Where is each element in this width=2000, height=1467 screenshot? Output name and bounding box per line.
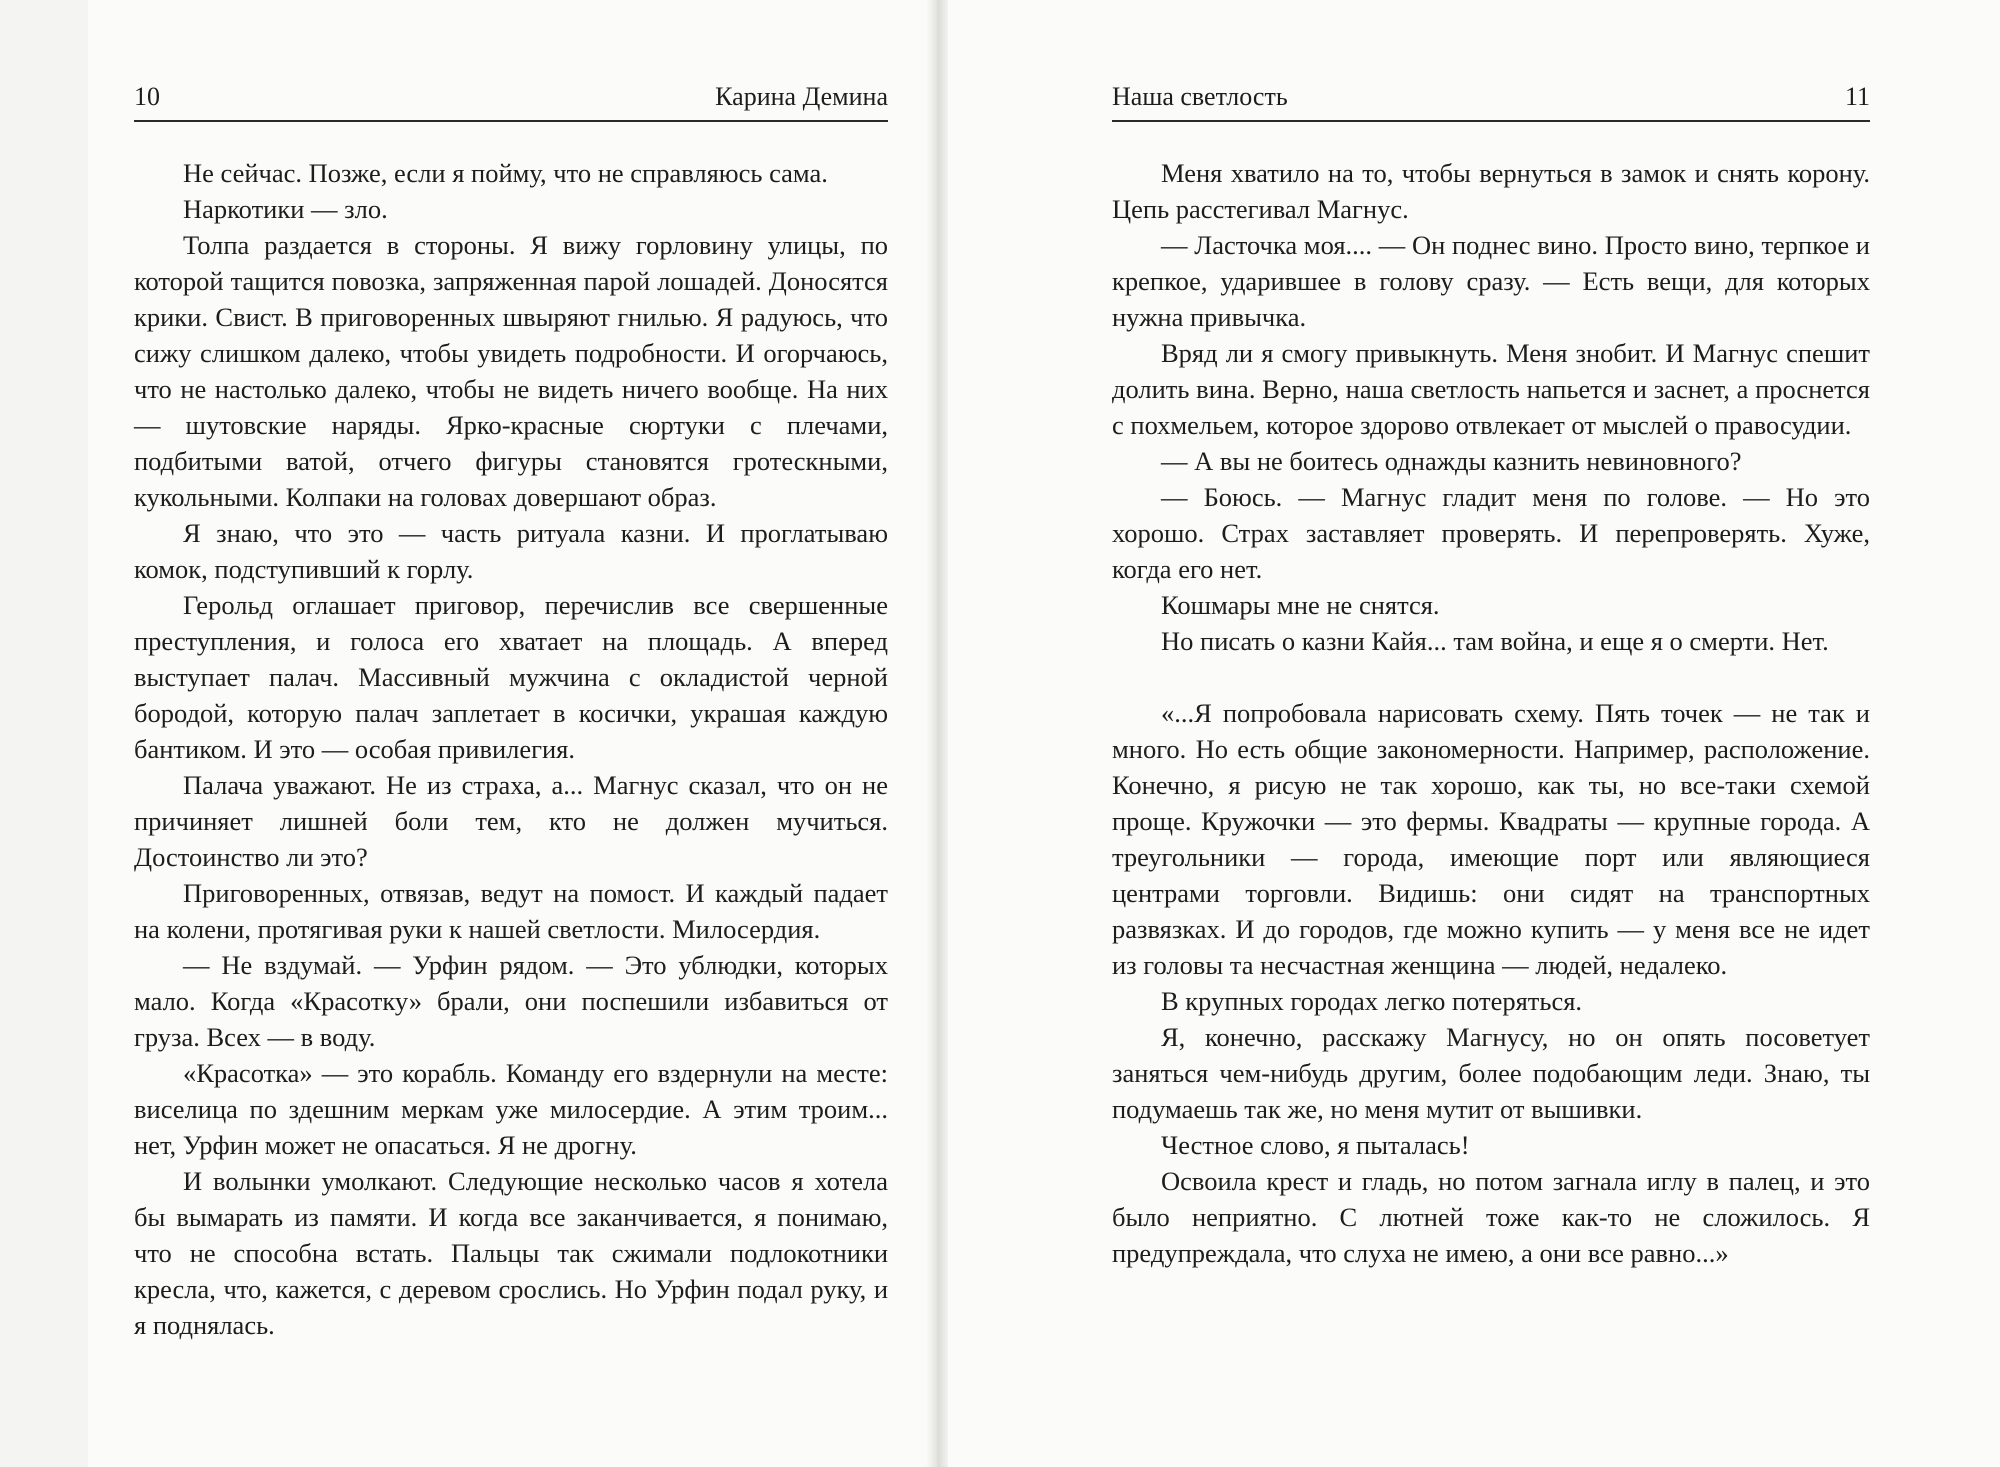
paragraph: Приговоренных, отвязав, ведут на помост. И каждый падает на колени, протягивая руки к нашей светлости. Милосердия. bbox=[134, 878, 888, 944]
right-page-number: 11 bbox=[1844, 82, 1870, 111]
paragraph: Толпа раздается в стороны. Я вижу горловину улицы, по которой тащится повозка, запряженная парой лошадей. Доносятся крики. Свист. В приговоренных швыряют гнилью. Я радуюсь, что сижу слишком далеко, чтобы увидеть подробности. И огорчаюсь, что не настолько далеко, чтобы не видеть ничего вообще. На них — шутовские наряды. Ярко-красные сюртуки с плечами, подбитыми ватой, отчего фигуры становятся гротескными, кукольными. Колпаки на головах довершают образ. bbox=[134, 230, 888, 512]
paragraph: Вряд ли я смогу привыкнуть. Меня знобит. И Магнус спешит долить вина. Верно, наша светлость напьется и заснет, а проснется с похмельем, которое здорово отвлекает от мыслей о правосудии. bbox=[1112, 338, 1870, 440]
left-running-head: Карина Демина bbox=[715, 82, 888, 111]
paragraph: Но писать о казни Кайя... там война, и еще я о смерти. Нет. bbox=[1161, 626, 1829, 656]
book-gutter bbox=[926, 0, 948, 1467]
left-page-header bbox=[134, 82, 888, 118]
right-page-header bbox=[1112, 82, 1870, 118]
right-header-rule bbox=[1112, 120, 1870, 122]
left-page-body bbox=[134, 155, 888, 1343]
section-break bbox=[1112, 659, 1870, 695]
letter-paragraph: Честное слово, я пыталась! bbox=[1161, 1130, 1470, 1160]
paragraph: — Ласточка моя.... — Он поднес вино. Просто вино, терпкое и крепкое, ударившее в голову сразу. — Есть вещи, для которых нужна привычка. bbox=[1112, 230, 1870, 332]
paragraph: — А вы не боитесь однажды казнить невиновного? bbox=[1161, 446, 1742, 476]
paragraph: Герольд оглашает приговор, перечислив все свершенные преступления, и голоса его хватает на площадь. А вперед выступает палач. Массивный мужчина с окладистой черной бородой, которую палач заплетает в косички, украшая каждую бантиком. И это — особая привилегия. bbox=[134, 590, 888, 764]
paragraph: Палача уважают. Не из страха, а... Магнус сказал, что он не причиняет лишней боли тем, кто не должен мучиться. Достоинство ли это? bbox=[134, 770, 888, 872]
letter-paragraph: «...Я попробовала нарисовать схему. Пять точек — не так и много. Но есть общие закономерности. Например, расположение. Конечно, я рисую не так хорошо, как ты, но все-таки схемой проще. Кружочки — это фермы. Квадраты — крупные города. А треугольники — города, имеющие порт или являющиеся центрами торговли. Видишь: они сидят на транспортных развязках. И до городов, где можно купить — у меня все не идет из головы та несчастная женщина — людей, недалеко. bbox=[1112, 698, 1870, 980]
letter-paragraph: Я, конечно, расскажу Магнусу, но он опять посоветует заняться чем-нибудь другим, более подобающим леди. Знаю, ты подумаешь так же, но меня мутит от вышивки. bbox=[1112, 1022, 1870, 1124]
paragraph: Кошмары мне не снятся. bbox=[1161, 590, 1440, 620]
letter-paragraph: Освоила крест и гладь, но потом загнала иглу в палец, и это было неприятно. С лютней тоже как-то не сложилось. Я предупреждала, что слуха не имею, а они все равно...» bbox=[1112, 1166, 1870, 1268]
right-page-body bbox=[1112, 155, 1870, 1271]
paragraph: — Не вздумай. — Урфин рядом. — Это ублюдки, которых мало. Когда «Красотку» брали, они поспешили избавиться от груза. Всех — в воду. bbox=[134, 950, 888, 1052]
letter-paragraph: В крупных городах легко потеряться. bbox=[1161, 986, 1583, 1016]
right-running-head: Наша светлость bbox=[1112, 82, 1288, 111]
paragraph: Не сейчас. Позже, если я пойму, что не справляюсь сама. bbox=[183, 158, 828, 188]
paragraph: Я знаю, что это — часть ритуала казни. И проглатываю комок, подступивший к горлу. bbox=[134, 518, 888, 584]
paragraph: Меня хватило на то, чтобы вернуться в замок и снять корону. Цепь расстегивал Магнус. bbox=[1112, 158, 1870, 224]
paragraph: Наркотики — зло. bbox=[183, 194, 388, 224]
left-page-number: 10 bbox=[134, 82, 160, 111]
paragraph: И волынки умолкают. Следующие несколько часов я хотела бы вымарать из памяти. И когда все заканчивается, я понимаю, что не способна встать. Пальцы так сжимали подлокотники кресла, что, кажется, с деревом срослись. Но Урфин подал руку, и я поднялась. bbox=[134, 1166, 888, 1340]
paragraph: «Красотка» — это корабль. Команду его вздернули на месте: виселица по здешним меркам уже милосердие. А этим троим... нет, Урфин может не опасаться. Я не дрогну. bbox=[134, 1058, 888, 1160]
left-header-rule bbox=[134, 120, 888, 122]
paragraph: — Боюсь. — Магнус гладит меня по голове. — Но это хорошо. Страх заставляет проверять. И перепроверять. Хуже, когда его нет. bbox=[1112, 482, 1870, 584]
